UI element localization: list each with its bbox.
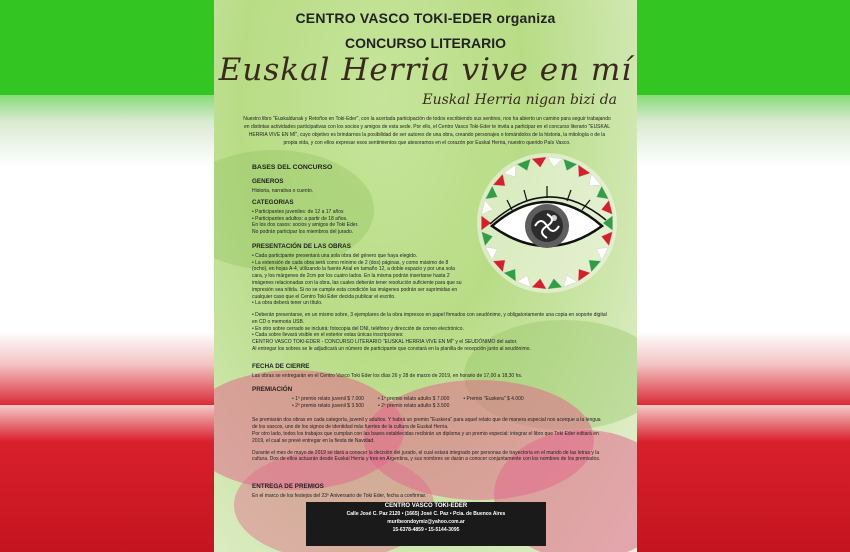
categorias-section bbox=[252, 200, 462, 236]
footer-name: CENTRO VASCO TOKI-EDER bbox=[384, 503, 468, 509]
presentacion-line: • Cada sobre llevará visible en el exterior estas únicas inscripciones: bbox=[252, 332, 404, 339]
entrega-heading: ENTREGA DE PREMIOS bbox=[252, 483, 324, 490]
prize-item: • 2º premio relato adulto $ 3.500 bbox=[377, 402, 450, 409]
premiacion-section bbox=[252, 387, 607, 463]
prize-item: • 1º premio relato juvenil $ 7.000 bbox=[292, 395, 364, 402]
prize-item: • 1º premio relato adulto $ 7.000 bbox=[377, 395, 450, 402]
categorias-line: • Participantes juveniles: de 12 a 17 años bbox=[252, 208, 344, 215]
entrega-section bbox=[252, 484, 607, 500]
presentacion-line: CENTRO VASCO TOKI-EDER - CONCURSO LITERARIO "EUSKAL HERRIA VIVE EN MÍ" y el SEUDÓNIMO del autor. bbox=[252, 339, 518, 346]
premiacion-paragraph: Se premiarán dos obras en cada categoría, juvenil y adultos. Y habrá un premio "Euskera" para aquel relato que de manera especial nos acerque a la lengua de los vascos, uno de los signos de identidad más fuertes de la cultura de Euskal Herria. bbox=[252, 417, 601, 431]
premiacion-heading: PREMIACIÓN bbox=[252, 386, 293, 393]
contest-poster bbox=[214, 0, 637, 552]
footer-email: muribeondoymiz@yahoo.com.ar bbox=[387, 519, 465, 525]
footer-address: Calle José C. Paz 2120 • (1665) José C. Paz • Pcia. de Buenos Aires bbox=[346, 511, 506, 517]
entrega-text: En el marco de los festejos del 23º Aniversario de Toki Eder, fecha a confirmar. bbox=[252, 492, 427, 499]
categorias-heading: CATEGORIAS bbox=[252, 199, 294, 206]
presentacion-heading: PRESENTACIÓN DE LAS OBRAS bbox=[252, 243, 351, 250]
presentacion-line: • Cada participante presentará una sola obra del género que haya elegido. bbox=[252, 252, 418, 259]
presentacion-line: • En otro sobre cerrado se incluirá: fotocopia del DNI, teléfono y dirección de correo electrónico. bbox=[252, 325, 464, 332]
prize-item: • 2º premio relato juvenil $ 3.500 bbox=[292, 402, 364, 409]
cierre-section bbox=[252, 364, 607, 380]
presentacion-line: • La extensión de cada obra será como mínimo de 2 (dos) páginas, y como máximo de 8 (ocho), en hojas A-4, utilizando la fuente Arial en tamaño 12, a doble espacio y por una sola cara, y los márgenes de 2cm por los cuatro lados. En la misma podrán insertarse hasta 2 imágenes relacionadas con la obra, las cuales deberán tener resolución suficiente para que su impresión sea nítida. Si no se cumple esta condición las imágenes podrán ser suprimidas en cualquier caso que el Centro Toki Eder decida publicar el escrito. bbox=[252, 259, 462, 300]
generos-section bbox=[252, 179, 462, 195]
poster-subtitle: Euskal Herria nigan bizi da bbox=[422, 92, 617, 108]
premiacion-paragraph: Por otro lado, todos los trabajos que cumplan con las bases establecidas recibirán un diploma y un premio especial: integrar el libro que Toki Eder editará en 2019, el cual se prevé entregar en la fiesta de Navidad. bbox=[252, 430, 599, 444]
prize-item: • Premio "Euskera" $ 4.000 bbox=[463, 395, 524, 402]
organizer-line: CENTRO VASCO TOKI-EDER organiza bbox=[295, 10, 556, 26]
categorias-line: • Participantes adultos: a partir de 18 años. bbox=[252, 215, 348, 222]
presentacion-continued bbox=[252, 312, 607, 353]
presentacion-line: • La obra deberá tener un título. bbox=[252, 300, 323, 307]
presentacion-line: Al entregar los sobres se le adjudicará un número de participante que constará en la planilla de recepción junto al seudónimo. bbox=[252, 345, 531, 352]
intro-paragraph: Nuestro libro "Euskaldunak y Retoños en Toki-Eder", con la acertada participación de todos escribiendo sus sentires, nos ha abierto un camino para seguir trabajando en distintas actividades participativas con los socios y amigos de esta sede. Por ello, el Centro Vasco Toki-Eder te invita a participar en el concurso literario "EUSKAL HERRIA VIVE EN MÍ", cuyo objetivo es brindarnos la posibilidad de ser autores de una obra, creando personajes o tomándolos de la historia, la mitología o de la propia vida, y con ellos expresar esos sentimientos que atesoramos en el corazón por Euskal Herria, nuestro querido País Vasco. bbox=[243, 116, 611, 146]
prize-row bbox=[252, 403, 607, 410]
contest-type: CONCURSO LITERARIO bbox=[345, 35, 506, 51]
presentacion-line: • Deberán presentarse, en un mismo sobre, 3 ejemplares de la obra impresos en papel firmados con seudónimo, y obligatoriamente una copia en soporte digital en CD o memoria USB. bbox=[252, 312, 607, 325]
generos-heading: GENEROS bbox=[252, 178, 284, 185]
bases-heading: BASES DEL CONCURSO bbox=[252, 164, 333, 171]
footer-phones: 15-6378-4859 • 15-5144-3095 bbox=[392, 527, 460, 533]
poster-title: Euskal Herria vive en mí bbox=[218, 52, 633, 88]
generos-text: Historia, narrativa o cuento. bbox=[252, 187, 314, 194]
cierre-heading: FECHA DE CIERRE bbox=[252, 363, 310, 370]
prize-row bbox=[252, 396, 607, 403]
eye-illustration-icon bbox=[472, 148, 622, 298]
categorias-line: En los dos casos: socios y amigos de Toki Eder. bbox=[252, 222, 359, 229]
categorias-line: No podrán participar los miembros del jurado. bbox=[252, 229, 354, 236]
presentacion-section bbox=[252, 244, 462, 307]
cierre-text: Las obras se entregarán en el Centro Vasco Toki Eder los días 26 y 28 de marzo de 2019, en horario de 17,00 a 18,30 hs. bbox=[252, 372, 523, 379]
contact-footer bbox=[306, 502, 546, 546]
premiacion-paragraph: Durante el mes de mayo de 2019 se dará a conocer la decisión del jurado, el cual estará integrado por personas de trayectoria en el mundo de las letras y la cultura. Dos de ellos actuarán desde Euskal Herria y tres en Argentina, y sus nombres se darán a conocer conjuntamente con los nombres de los premiados. bbox=[252, 449, 601, 463]
